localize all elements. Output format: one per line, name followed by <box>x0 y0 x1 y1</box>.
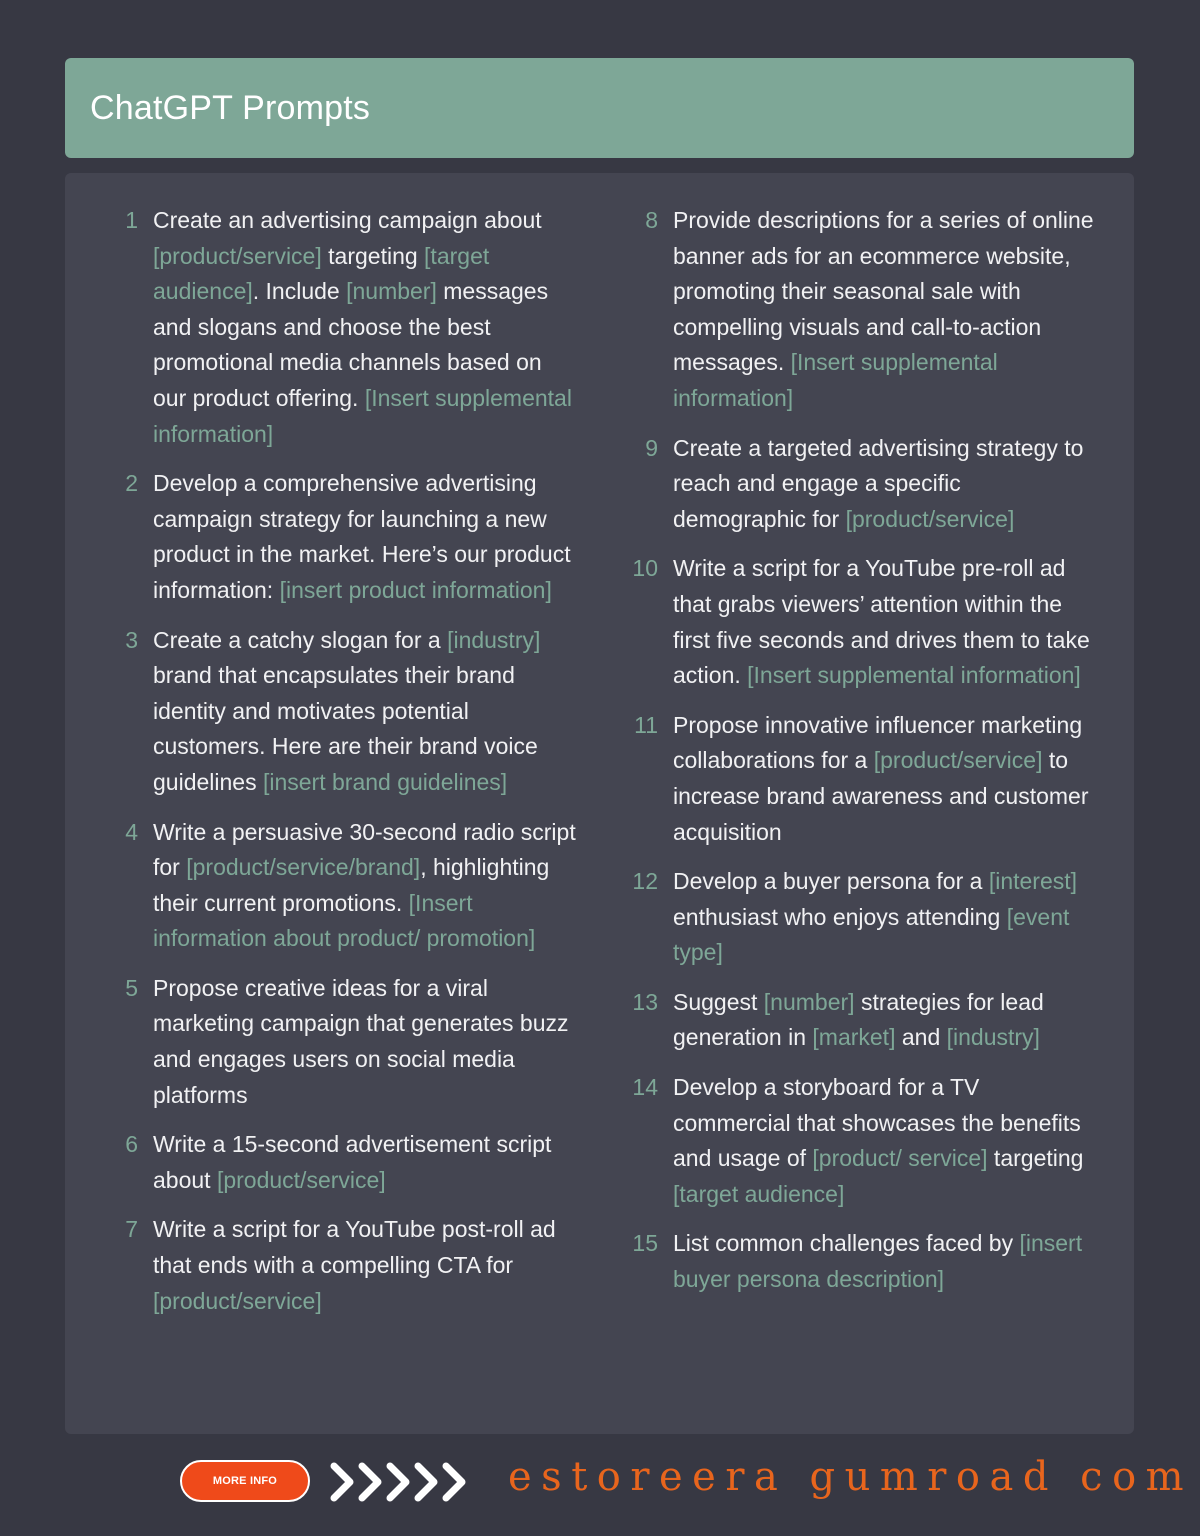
prompt-number: 7 <box>125 1216 138 1243</box>
prompt-number: 6 <box>125 1131 138 1158</box>
prompts-panel <box>65 173 1134 1434</box>
prompt-number: 5 <box>125 974 138 1001</box>
site-url-text: estoreera gumroad com <box>508 1454 1194 1500</box>
placeholder-tag: [number] <box>346 278 437 305</box>
more-info-button[interactable]: MORE INFO <box>180 1460 310 1502</box>
prompt-number: 11 <box>634 711 658 738</box>
prompts-column-left <box>100 203 580 1333</box>
prompt-number: 9 <box>645 434 658 461</box>
prompt-text-segment: targeting <box>321 242 425 269</box>
prompt-number: 4 <box>125 818 138 845</box>
prompt-text-segment: Write a script for a YouTube pre-roll ad that grabs viewers’ attention within the first five seconds and drives them to take action. <box>673 555 1090 689</box>
prompt-text <box>138 1127 580 1198</box>
chevrons-right-icon <box>328 1460 478 1504</box>
prompt-text-segment: Write a script for a YouTube post-roll ad that ends with a compelling CTA for <box>153 1216 556 1279</box>
prompt-text-segment: Write a persuasive 30-second radio script for <box>153 818 576 881</box>
prompt-text <box>138 1212 580 1319</box>
header-banner <box>65 58 1134 158</box>
prompt-item <box>100 1127 580 1198</box>
prompt-item <box>100 815 580 957</box>
prompt-number: 13 <box>632 988 658 1015</box>
prompt-text-segment: Create a catchy slogan for a <box>153 626 448 653</box>
placeholder-tag: [product/service] <box>845 505 1015 532</box>
prompt-item <box>620 708 1100 850</box>
prompt-text-segment: Develop a storyboard for a TV commercial that showcases the benefits and usage of <box>673 1074 1081 1172</box>
placeholder-tag: [product/service] <box>216 1166 386 1193</box>
prompt-text <box>658 864 1100 971</box>
prompt-number: 1 <box>125 207 138 233</box>
prompt-number: 10 <box>632 555 658 582</box>
page-title: ChatGPT Prompts <box>90 88 371 127</box>
prompt-text-segment: Propose creative ideas for a viral marketing campaign that generates buzz and engages users on social media platforms <box>153 974 569 1108</box>
placeholder-tag: [product/service] <box>153 1287 322 1314</box>
prompt-text-segment: and <box>895 1024 947 1051</box>
prompt-number: 14 <box>632 1074 658 1101</box>
prompt-item <box>620 1070 1100 1212</box>
prompt-item <box>100 971 580 1113</box>
prompt-text <box>138 203 580 452</box>
placeholder-tag: [insert buyer persona description] <box>673 1230 1083 1293</box>
prompt-text <box>138 466 580 608</box>
prompt-number: 12 <box>632 868 658 895</box>
prompt-item <box>100 623 580 801</box>
prompt-text-segment: Suggest <box>673 988 764 1015</box>
prompt-text <box>658 1070 1100 1212</box>
placeholder-tag: [target audience] <box>673 1180 845 1207</box>
prompt-item <box>620 985 1100 1056</box>
prompt-text-segment: Create an advertising campaign about <box>153 207 542 233</box>
prompt-number: 15 <box>632 1230 658 1257</box>
prompt-text-segment: to increase brand awareness and customer acquisition <box>673 747 1089 845</box>
prompt-item <box>100 203 580 452</box>
placeholder-tag: [industry] <box>447 626 541 653</box>
prompt-text <box>658 431 1100 538</box>
prompt-text-segment: , highlighting their current promotions. <box>153 854 550 916</box>
prompt-item <box>620 431 1100 538</box>
placeholder-tag: [industry] <box>946 1024 1040 1051</box>
placeholder-tag: [product/service] <box>873 747 1043 774</box>
prompt-number: 3 <box>125 626 138 653</box>
prompt-text-segment: Propose innovative influencer marketing collaborations for a <box>673 711 1083 774</box>
prompt-item <box>620 551 1100 693</box>
placeholder-tag: [Insert information about product/ promotion] <box>153 889 536 952</box>
prompt-text-segment: Develop a comprehensive advertising campaign strategy for launching a new product in the market. Here’s our product information: <box>153 470 571 603</box>
placeholder-tag: [target audience] <box>153 242 490 305</box>
prompt-text <box>658 203 1100 417</box>
placeholder-tag: [Insert supplemental information] <box>153 384 572 447</box>
prompt-text-segment: Develop a buyer persona for a <box>673 868 989 895</box>
prompt-text <box>138 815 580 957</box>
footer <box>0 1436 1200 1536</box>
prompt-text <box>658 551 1100 693</box>
prompt-item <box>620 864 1100 971</box>
prompt-text-segment: strategies for lead generation in <box>673 988 1044 1051</box>
placeholder-tag: [market] <box>812 1024 896 1051</box>
prompt-text-segment: Provide descriptions for a series of online banner ads for an ecommerce website, promoting their seasonal sale with compelling visuals and call-to-action messages. <box>673 207 1094 376</box>
prompt-item <box>100 466 580 608</box>
placeholder-tag: [Insert supplemental information] <box>747 662 1081 689</box>
prompt-number: 2 <box>125 470 138 497</box>
prompt-text-segment: enthusiast who enjoys attending <box>673 903 1007 930</box>
prompt-text <box>138 623 580 801</box>
prompt-text <box>138 971 580 1113</box>
prompt-text-segment: Create a targeted advertising strategy to reach and engage a specific demographic for <box>673 434 1084 532</box>
placeholder-tag: [Insert supplemental information] <box>673 349 998 411</box>
prompt-text-segment: brand that encapsulates their brand identity and motivates potential customers. Here are their brand voice guidelines <box>153 662 538 795</box>
prompts-column-right <box>620 203 1100 1312</box>
prompt-text-segment: . Include <box>252 278 347 305</box>
prompt-text <box>658 708 1100 850</box>
placeholder-tag: [product/service] <box>153 242 322 269</box>
prompt-item <box>620 203 1100 417</box>
placeholder-tag: [insert brand guidelines] <box>262 768 508 795</box>
prompt-text <box>658 1226 1100 1297</box>
placeholder-tag: [event type] <box>673 903 1070 966</box>
prompt-item <box>620 1226 1100 1297</box>
placeholder-tag: [product/service/brand] <box>186 854 421 881</box>
prompt-item <box>100 1212 580 1319</box>
prompt-text-segment: messages and slogans and choose the best promotional media channels based on our product offering. <box>153 278 549 411</box>
prompt-text <box>658 985 1100 1056</box>
placeholder-tag: [product/ service] <box>812 1145 988 1172</box>
prompt-number: 8 <box>645 207 658 233</box>
prompt-text-segment: Write a 15-second advertisement script about <box>153 1131 552 1193</box>
placeholder-tag: [interest] <box>988 868 1078 895</box>
placeholder-tag: [insert product information] <box>279 576 552 603</box>
prompt-text-segment: targeting <box>987 1145 1084 1172</box>
prompt-text-segment: List common challenges faced by <box>673 1230 1020 1257</box>
placeholder-tag: [number] <box>763 988 855 1015</box>
